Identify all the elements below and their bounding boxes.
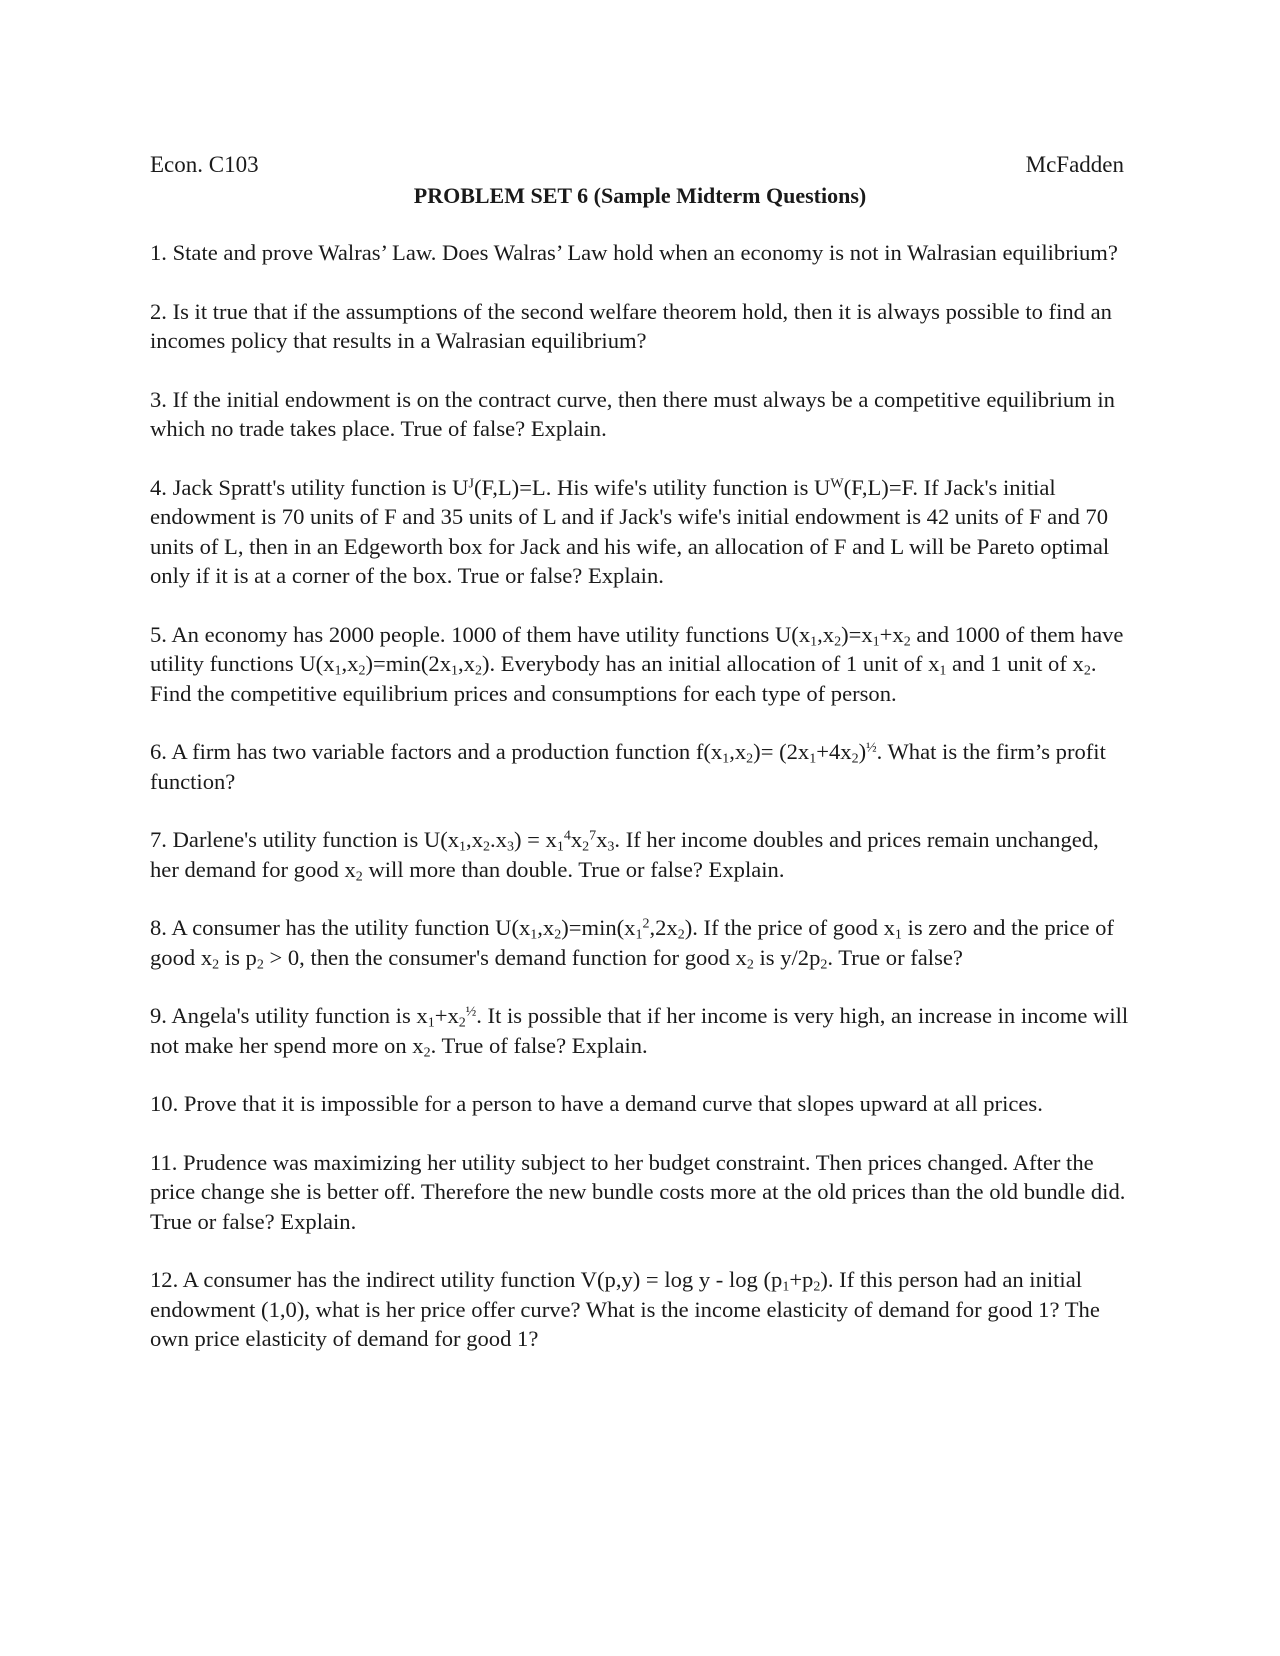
question-4: 4. Jack Spratt's utility function is $U^J(F,L)=L$. His wife's utility function is $U^W(F,L)=F$. If Jack's initial endowment is 70 units of F and 35 units of L and if Jack's wife's initial endowment is 42 units of F and 70 units of L, then in an Edgeworth box for Jack and his wife, an allocation of F and L will be Pareto optimal only if it is at a corner of the box. True or false? Explain. — [150, 474, 1110, 588]
question-3: 3. If the initial endowment is on the contract curve, then there must always be a competitive equilibrium in which no trade takes place. True of false? Explain. — [150, 386, 1115, 441]
course-code: Econ. C103 — [150, 152, 259, 177]
question-5: 5. An economy has 2000 people. 1000 of them have utility functions $U(x_1,x_2)=x_1+x_2$ and 1000 of them have utility functions $U(x_1,x_2)=\min(2x_1,x_2)$. Everybody has an initial allocation of 1 unit of $x_1$ and 1 unit of $x_2$. Find the competitive equilibrium prices and consumptions for each type of person. — [150, 621, 1124, 706]
question-10: 10. Prove that it is impossible for a person to have a demand curve that slopes upward at all prices. — [150, 1091, 1043, 1116]
question-8: 8. A consumer has the utility function $U(x_1,x_2)=\min(x_1^2,2x_2)$. If the price of good $x_1$ is zero and the price of good $x_2$ is $p_2 > 0$, then the consumer's demand function for good $x_2$ is $y/2p_2$. True or false? — [150, 915, 1114, 972]
question-1: 1. State and prove Walras’ Law. Does Walras’ Law hold when an economy is not in Walrasian equilibrium? — [150, 240, 1118, 265]
question-6: 6. A firm has two variable factors and a production function $f(x_1,x_2)= (2x_1+4x_2)^{\frac{1}{2}}$. What is the firm’s profit function? — [150, 739, 1106, 794]
question-12: 12. A consumer has the indirect utility function $V(p,y) = \log y - \log (p_1+p_2)$. If this person had an initial endowment (1,0), what is her price offer curve? What is the income elasticity of demand for good 1? The own price elasticity of demand for good 1? — [150, 1267, 1100, 1351]
question-11: 11. Prudence was maximizing her utility subject to her budget constraint. Then prices changed. After the price change she is better off. Therefore the new bundle costs more at the old prices than the old bundle did. True or false? Explain. — [150, 1149, 1126, 1234]
page-title: PROBLEM SET 6 (Sample Midterm Questions) — [413, 183, 867, 208]
question-2: 2. Is it true that if the assumptions of the second welfare theorem hold, then it is always possible to find an incomes policy that results in a Walrasian equilibrium? — [150, 298, 1112, 353]
question-list — [150, 238, 1130, 1383]
question-9: 9. Angela's utility function is $x_1+x_2^{\frac{1}{2}}$. It is possible that if her income is very high, an increase in income will not make her spend more on $x_2$. True of false? Explain. — [150, 1003, 1129, 1060]
question-7: 7. Darlene's utility function is $U(x_1,x_2.x_3) = x_1^4x_2^7x_3$. If her income doubles and prices remain unchanged, her demand for good $x_2$ will more than double. True or false? Explain. — [150, 827, 1099, 884]
author-name: McFadden — [1025, 152, 1124, 177]
